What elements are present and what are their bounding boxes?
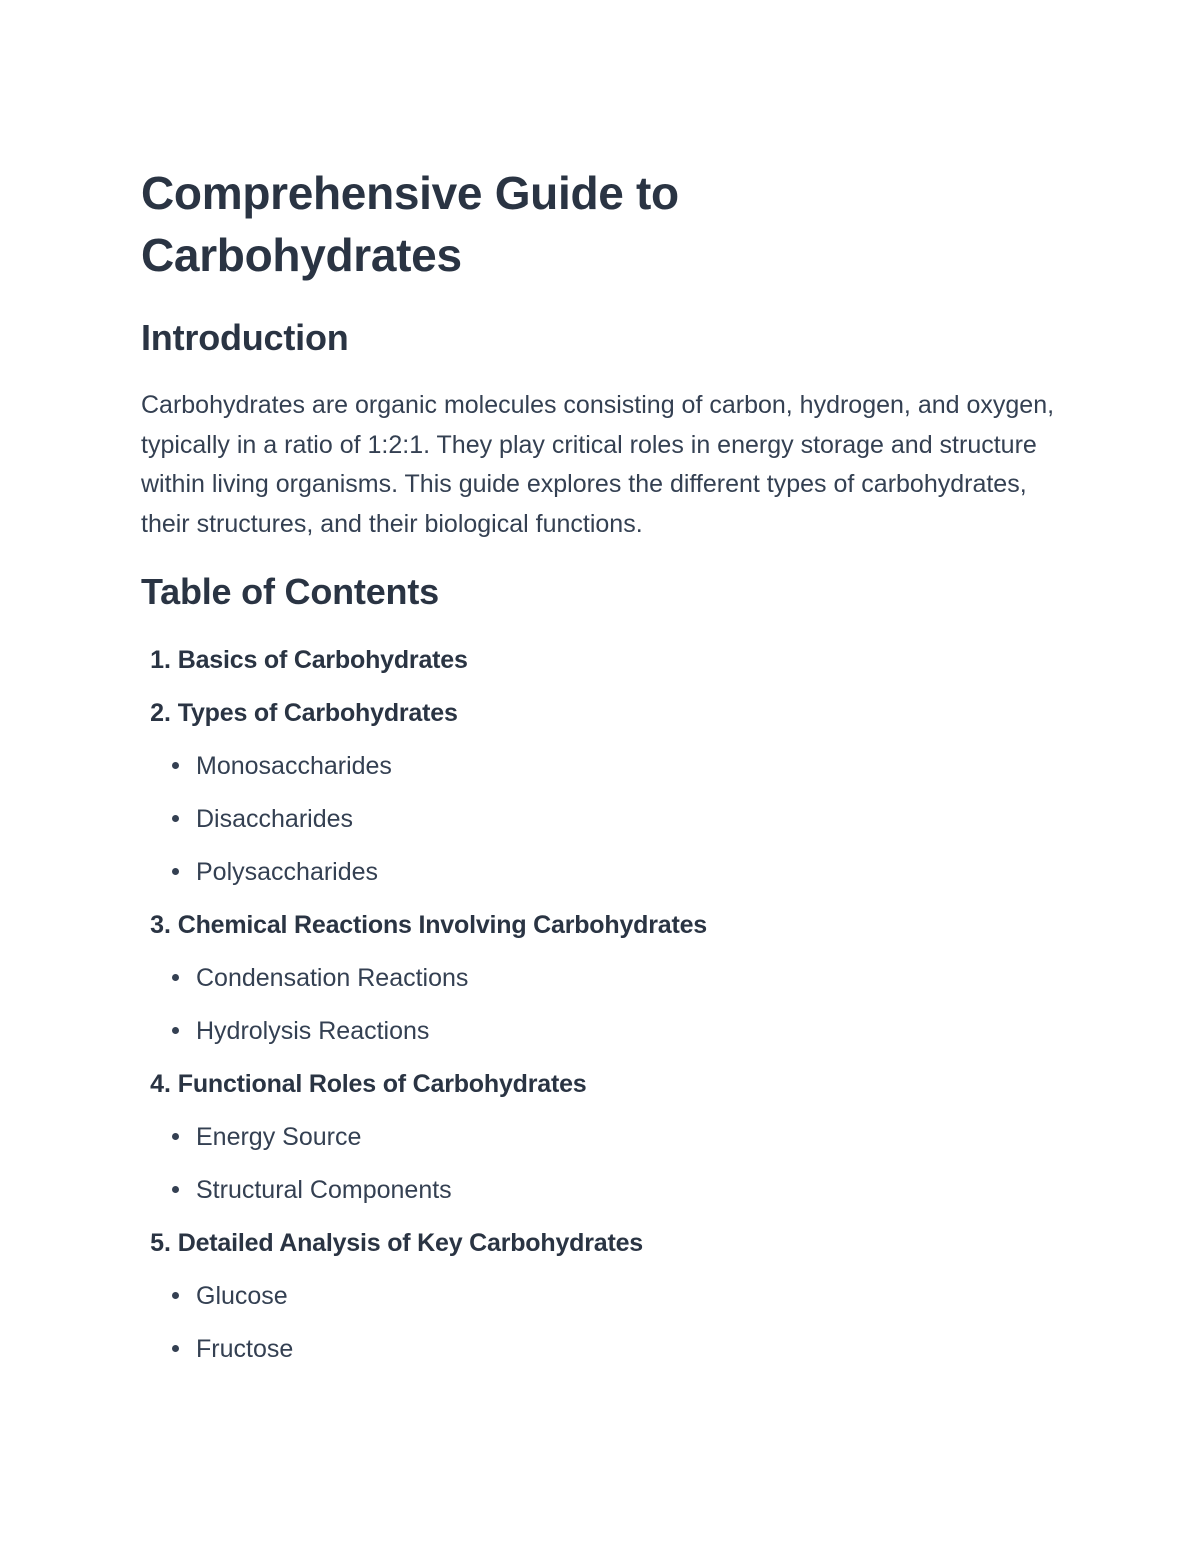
bullet-icon <box>172 762 179 769</box>
bullet-icon <box>172 1345 179 1352</box>
toc-item-number: 2. <box>150 699 171 727</box>
toc-subitem-label: Fructose <box>196 1335 294 1363</box>
bullet-icon <box>172 868 179 875</box>
toc-subitem <box>141 1276 288 1316</box>
toc-subitem-label: Energy Source <box>196 1123 362 1151</box>
bullet-icon <box>172 1292 179 1299</box>
toc-item <box>141 640 468 680</box>
bullet-icon <box>172 815 179 822</box>
toc-item-number: 5. <box>150 1229 171 1257</box>
toc-item-label: Detailed Analysis of Key Carbohydrates <box>171 1229 643 1257</box>
bullet-icon <box>172 1186 179 1193</box>
toc-subitem <box>141 1170 452 1210</box>
toc-subitem <box>141 799 353 839</box>
toc-subitem-label: Condensation Reactions <box>196 964 469 992</box>
toc-item-label: Functional Roles of Carbohydrates <box>171 1070 587 1098</box>
bullet-icon <box>172 1027 179 1034</box>
toc-subitem <box>141 1117 361 1157</box>
toc-subitem <box>141 958 468 998</box>
toc-item-number: 3. <box>150 911 171 939</box>
toc-subitem <box>141 852 378 892</box>
toc-subitem-label: Polysaccharides <box>196 858 379 886</box>
toc-subitem-label: Monosaccharides <box>196 752 392 780</box>
toc-subitem-label: Structural Components <box>196 1176 452 1204</box>
document-title: Comprehensive Guide to Carbohydrates <box>141 167 679 281</box>
toc-subitem <box>141 1011 429 1051</box>
toc-item <box>141 1223 643 1263</box>
bullet-icon <box>172 974 179 981</box>
toc-item-label: Basics of Carbohydrates <box>171 646 468 674</box>
toc-subitem-label: Disaccharides <box>196 805 354 833</box>
toc-subitem <box>141 1329 293 1369</box>
toc-item-number: 4. <box>150 1070 171 1098</box>
toc-item-label: Chemical Reactions Involving Carbohydrates <box>171 911 707 939</box>
toc-subitem <box>141 746 392 786</box>
bullet-icon <box>172 1133 179 1140</box>
toc-item-number: 1. <box>150 646 171 674</box>
toc-item <box>141 905 707 945</box>
introduction-heading: Introduction <box>141 317 349 358</box>
table-of-contents-heading: Table of Contents <box>141 571 439 612</box>
toc-subitem-label: Hydrolysis Reactions <box>196 1017 430 1045</box>
toc-item <box>141 1064 586 1104</box>
introduction-paragraph: Carbohydrates are organic molecules consisting of carbon, hydrogen, and oxygen, typically in a ratio of 1:2:1. They play critical roles in energy storage and structure within living organisms. This guide explores the different types of carbohydrates, their structures, and their biological functions. <box>141 391 1055 538</box>
toc-subitem-label: Glucose <box>196 1282 288 1310</box>
toc-item-label: Types of Carbohydrates <box>171 699 458 727</box>
toc-item <box>141 693 458 733</box>
